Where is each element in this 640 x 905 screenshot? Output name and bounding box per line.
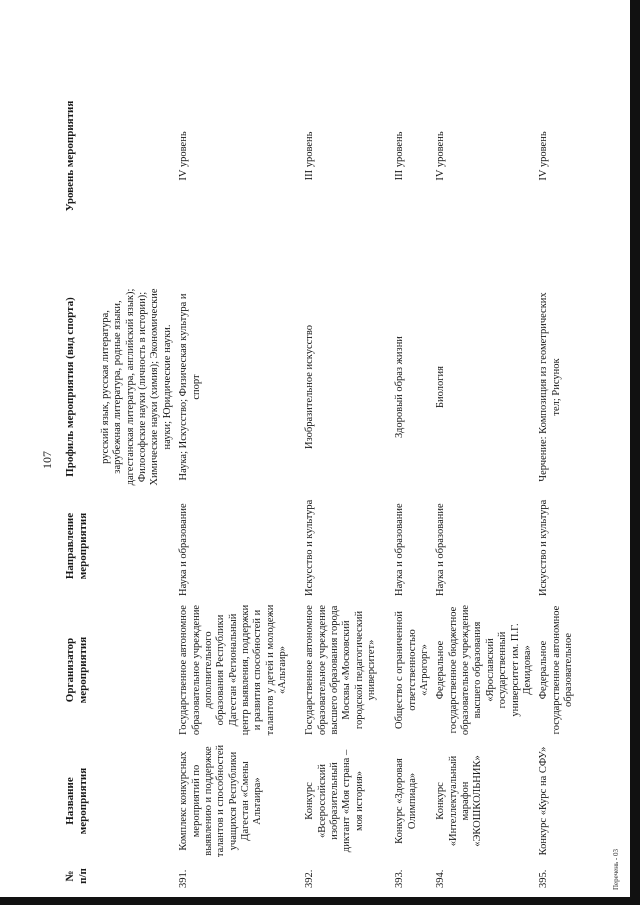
cell-organizer: Федеральное государственное бюджетное образовательное учреждение высшего образования «Ярославский государственный университет им. П.Г. Демидова»	[435, 604, 533, 736]
rotated-page-content	[40, 30, 630, 890]
cell-profile: русский язык, русская литература, зарубежная литература, родные языки, дагестанская литература, английский язык); Философские науки (личность в истории); Химические науки (химия); Экономические науки; Юридические науки.	[99, 288, 173, 486]
cell-organizer: Государственное автономное образовательное учреждение высшего образования города Москвы «Московский городской педагогический университет»	[304, 604, 378, 736]
table-row	[98, 30, 176, 890]
cell-organizer: Государственное автономное образовательное учреждение дополнительного образования Республики Дагестан «Региональный центр выявления, поддержки и развития способностей и талантов у детей и молодежи «Альтаир»	[178, 604, 289, 736]
cell-organizer: Федеральное государственное автономное образовательное	[538, 605, 575, 735]
cell-level: IV уровень	[178, 131, 190, 181]
cell-name: Комплекс конкурсных мероприятий по выявлению и поддержке талантов и способностей учащихся Республики Дагестан «Смены Альтаира»	[178, 744, 264, 858]
table-row	[302, 30, 392, 890]
cell-organizer	[98, 600, 176, 740]
table-row	[536, 30, 580, 890]
header-profile: Профиль мероприятия (вид спорта)	[64, 297, 76, 477]
page-number: 107	[40, 451, 54, 469]
cell-name	[98, 740, 176, 862]
cell-organizer: Общество с ограниченной ответственностью «Агрогорг»	[394, 611, 430, 729]
table-row	[392, 30, 433, 890]
cell-profile: Биология	[435, 366, 447, 409]
table-row	[433, 30, 536, 890]
cell-direction: Наука и образование	[394, 503, 406, 596]
header-direction: Направление мероприятия	[64, 512, 89, 580]
scan-edge-right	[630, 0, 640, 905]
cell-profile: Здоровый образ жизни	[394, 336, 406, 438]
cell-level	[98, 30, 176, 282]
cell-num: 395.	[538, 869, 550, 888]
header-organizer: Организатор мероприятия	[64, 636, 89, 704]
cell-profile: Изобразительное искусство	[304, 324, 316, 450]
cell-level: III уровень	[394, 131, 406, 181]
cell-direction: Искусство и культура	[538, 499, 550, 596]
cell-name: Конкурс «Всероссийский изобразительный диктант «Моя страна – моя история»	[304, 749, 365, 853]
cell-num	[98, 862, 176, 890]
table-row	[176, 30, 302, 890]
scan-edge-bottom	[0, 897, 640, 905]
cell-num: 391.	[178, 869, 190, 888]
cell-num: 392.	[304, 869, 316, 888]
cell-name: Конкурс «Интеллектуальный марафон «ЭКОШКОЛЬНИК»	[435, 755, 484, 847]
cell-profile: Черчение: Композиция из геометрических тел; Рисунок	[538, 292, 562, 482]
cell-num: 393.	[394, 869, 406, 888]
page-footer: Перечень - 03	[612, 849, 620, 890]
events-table	[58, 30, 580, 890]
cell-direction	[98, 492, 176, 600]
cell-level: IV уровень	[435, 131, 447, 181]
cell-direction: Наука и образование	[435, 503, 447, 596]
header-num: № п/п	[64, 868, 89, 884]
header-name: Название мероприятия	[64, 767, 89, 835]
cell-level: IV уровень	[538, 131, 550, 181]
cell-direction: Искусство и культура	[304, 499, 316, 596]
cell-direction: Наука и образование	[178, 503, 190, 596]
header-level: Уровень мероприятия	[64, 100, 76, 212]
cell-name: Конкурс «Здоровая Олимпиада»	[394, 758, 418, 844]
cell-num: 394.	[435, 869, 447, 888]
cell-level: III уровень	[304, 131, 316, 181]
table-header-row	[58, 30, 98, 890]
cell-name: Конкурс «Курс на СФУ»	[538, 746, 550, 856]
cell-profile: Наука; Искусство; Физическая культура и спорт	[178, 293, 202, 481]
